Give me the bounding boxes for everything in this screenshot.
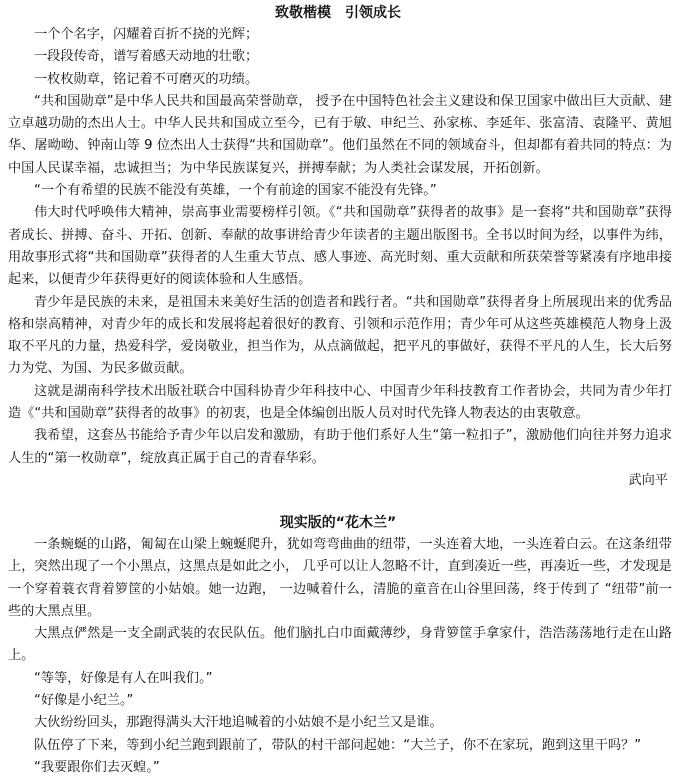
article-title: 致敬楷模 引领成长 (275, 5, 401, 21)
paragraph: “我要跟你们去灭蝗。” (34, 759, 160, 775)
paragraph: 一段段传奇，谱写着感天动地的壮歌； (34, 49, 259, 65)
paragraph: 一条蜿蜒的山路，匍匐在山梁上蜿蜒爬升，犹如弯弯曲曲的纽带，一头连着大地，一头连着白云。在这条纽带上，突然出现了一个小黑点，这黑点是如此之小， 几乎可以让人忽略不计，直到凑近一些，再凑近一些，才发现是一个穿着蓑衣背着箩筐的小姑娘。她一边跑， 一边喊着什么，清脆的童音在山谷里回荡，终于传到了 “纽带”前一些的大黑点里。 (8, 536, 672, 619)
paragraph: 这就是湖南科学技术出版社联合中国科协青少年科技中心、中国青少年科技教育工作者协会，共同为青少年打造《“共和国勋章”获得者的故事》的初衷，也是全体编创出版人员对时代先锋人物表达的由衷敬意。 (8, 383, 672, 422)
paragraph: 我希望，这套丛书能给予青少年以启发和激励，有助于他们系好人生“第一粒扣子”，激励他们向往并努力追求人生的“第一枚勋章”，绽放真正属于自己的青春华彩。 (8, 428, 672, 466)
paragraph: 青少年是民族的未来，是祖国未来美好生活的创造者和践行者。“共和国勋章”获得者身上所展现出来的优秀品格和崇高精神，对青少年的成长和发展将起着很好的教育、引领和示范作用；青少年可从这些英雄模范人物身上汲取不平凡的力量，热爱科学，爱岗敬业，担当作为，从点滴做起，把平凡的事做好，获得不平凡的人生，长大后努力为党、为国、为民多做贡献。 (8, 294, 672, 377)
author-signature: 武向平 (628, 472, 668, 488)
paragraph: “共和国勋章”是中华人民共和国最高荣誉勋章， 授予在中国特色社会主义建设和保卫国家中做出巨大贡献、建立卓越功勋的杰出人士。中华人民共和国成立至今，已有于敏、申纪兰、孙家栋、李延年、张富清、袁隆平、黄旭华、屠呦呦、钟南山等 9 位杰出人士获得“共和国勋章”。他们虽然在不同的领域奋斗，但却都有着共同的特点：为中国人民谋幸福，忠诚担当；为中华民族谋复兴，拼搏奉献；为人类社会谋发展，开拓创新。 (8, 93, 672, 176)
article-body (0, 24, 676, 470)
paragraph: 一个个名字，闪耀着百折不挠的光辉； (34, 27, 259, 42)
paragraph: 伟大时代呼唤伟大精神，崇高事业需要榜样引领。《“共和国勋章”获得者的故事》是一套将“共和国勋章”获得者成长、拼搏、奋斗、开拓、创新、奉献的故事讲给青少年读者的主题出版图书。全书以时间为经，以事件为纬，用故事形式将“共和国勋章”获得者的人生重大节点、感人事迹、高光时刻、重大贡献和所获荣誉等紧凑有序地串接起来，以便青少年获得更好的阅读体验和人生感悟。 (8, 205, 672, 288)
paragraph: “好像是小纪兰。” (34, 693, 134, 709)
paragraph: 队伍停了下来，等到小纪兰跑到跟前了，带队的村干部问起她：“大兰子，你不在家玩，跑到这里干吗？” (34, 737, 642, 753)
article-body (0, 534, 676, 779)
paragraph: “一个有希望的民族不能没有英雄，一个有前途的国家不能没有先锋。” (34, 183, 437, 199)
paragraph: 一枚枚勋章，铭记着不可磨灭的功绩。 (34, 71, 259, 87)
paragraph: 大黑点俨然是一支全副武装的农民队伍。他们脑扎白巾面戴薄纱，身背箩筐手拿家什，浩浩荡荡地行走在山路上。 (8, 626, 672, 664)
article-title: 现实版的“花木兰” (279, 514, 397, 531)
paragraph: 大伙纷纷回头，那跑得满头大汗地追喊着的小姑娘不是小纪兰又是谁。 (34, 715, 443, 731)
paragraph: “等等，好像是有人在叫我们。” (34, 670, 213, 686)
